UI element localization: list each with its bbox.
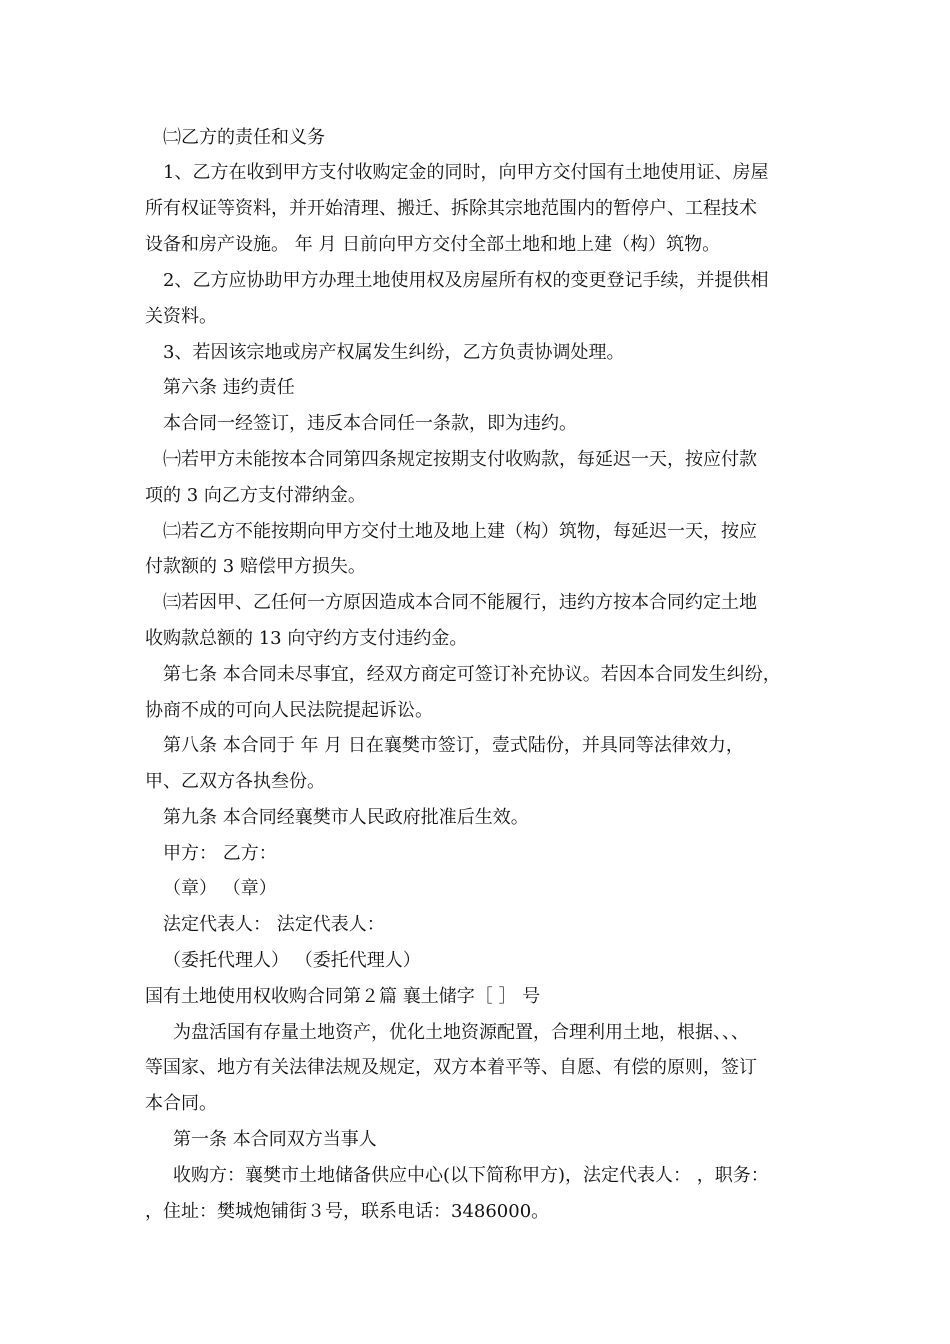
- paragraph-line: 本合同一经签订，违反本合同任一条款，即为违约。: [163, 413, 577, 434]
- paragraph-line: 等国家、地方有关法律法规及规定，双方本着平等、自愿、有偿的原则，签订: [145, 1057, 757, 1078]
- paragraph-line: 第七条 本合同未尽事宜，经双方商定可签订补充协议。若因本合同发生纠纷，: [163, 664, 781, 685]
- article-heading: 第六条 违约责任: [163, 377, 295, 398]
- paragraph-line: ㈡若乙方不能按期向甲方交付土地及地上建（构）筑物，每延迟一天，按应: [163, 521, 757, 542]
- paragraph-line: ㈠若甲方未能按本合同第四条规定按期支付收购款，每延迟一天，按应付款: [163, 449, 757, 470]
- paragraph-line: 甲、乙双方各执叁份。: [145, 771, 325, 792]
- paragraph-line: ㈢若因甲、乙任何一方原因造成本合同不能履行，违约方按本合同约定土地: [163, 592, 757, 613]
- paragraph-line: 为盘活国有存量土地资产，优化土地资源配置，合理利用土地，根据、、、: [173, 1022, 749, 1043]
- paragraph-line: 本合同。: [145, 1093, 217, 1114]
- section-heading: ㈡乙方的责任和义务: [163, 127, 325, 148]
- paragraph-line: 付款额的 3 赔偿甲方损失。: [145, 556, 366, 577]
- paragraph-line: 3、若因该宗地或房产权属发生纠纷，乙方负责协调处理。: [163, 342, 625, 363]
- paragraph-line: 收购方：襄樊市土地储备供应中心(以下简称甲方)，法定代表人： ，职务：: [173, 1165, 769, 1186]
- paragraph-line: 项的 3 向乙方支付滞纳金。: [145, 485, 366, 506]
- paragraph-line: 收购款总额的 13 向守约方支付违约金。: [145, 628, 468, 649]
- paragraph-line: 所有权证等资料，并开始清理、搬迁、拆除其宗地范围内的暂停户、工程技术: [145, 198, 757, 219]
- signature-agents: （委托代理人） （委托代理人）: [163, 950, 421, 971]
- article-heading: 第一条 本合同双方当事人: [173, 1129, 377, 1150]
- paragraph-line: 协商不成的可向人民法院提起诉讼。: [145, 700, 433, 721]
- paragraph-line: 2、乙方应协助甲方办理土地使用权及房屋所有权的变更登记手续，并提供相: [163, 270, 769, 291]
- signature-representatives: 法定代表人： 法定代表人：: [163, 914, 385, 935]
- paragraph-line: 1、乙方在收到甲方支付收购定金的同时，向甲方交付国有土地使用证、房屋: [163, 162, 769, 183]
- paragraph-line: 关资料。: [145, 306, 217, 327]
- paragraph-line: ，住址：樊城炮铺街３号，联系电话：3486000。: [145, 1201, 550, 1222]
- paragraph-line: 第九条 本合同经襄樊市人民政府批准后生效。: [163, 807, 529, 828]
- signature-seals: （章） （章）: [163, 878, 277, 899]
- paragraph-line: 第八条 本合同于 年 月 日在襄樊市签订，壹式陆份，并具同等法律效力，: [163, 735, 744, 756]
- signature-parties: 甲方： 乙方：: [163, 843, 277, 864]
- paragraph-line: 设备和房产设施。 年 月 日前向甲方交付全部土地和地上建（构）筑物。: [145, 234, 721, 255]
- contract-title: 国有土地使用权收购合同第２篇 襄土储字［ ］ 号: [145, 986, 541, 1007]
